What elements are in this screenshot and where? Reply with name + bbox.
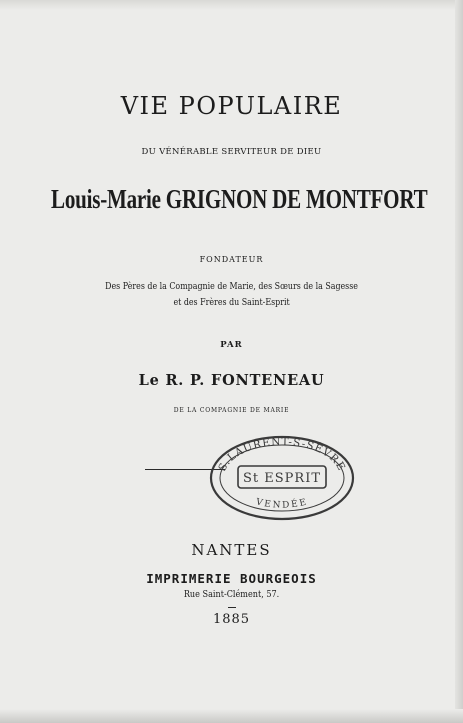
stamp-center-text: St ESPRIT — [243, 471, 321, 486]
stamp-top-text: S.LAURENT-S-SÈVRE — [216, 435, 348, 474]
subject-name: Louis-Marie GRIGNON DE MONTFORT — [51, 184, 428, 214]
library-stamp — [208, 433, 356, 523]
fondateur-label: FONDATEUR — [199, 255, 264, 264]
description-line-2: et des Frères du Saint-Esprit — [173, 297, 290, 308]
author-affiliation: DE LA COMPAGNIE DE MARIE — [173, 407, 290, 414]
book-title: VIE POPULAIRE — [120, 92, 343, 120]
par-label: PAR — [220, 340, 243, 350]
imprint-printer: IMPRIMERIE BOURGEOIS — [146, 571, 317, 586]
imprint-city: NANTES — [191, 541, 272, 559]
description-line-1: Des Pères de la Compagnie de Marie, des Sœurs de la Sagesse — [105, 281, 358, 292]
ornament-dash — [228, 607, 236, 608]
page-edge-top — [0, 0, 463, 10]
stamp-bottom-text: VENDÉE — [254, 497, 310, 511]
imprint-address: Rue Saint-Clément, 57. — [183, 590, 280, 600]
imprint-year: 1885 — [212, 612, 251, 627]
svg-text:S.LAURENT-S-SÈVRE — [216, 436, 347, 473]
book-subtitle: DU VÉNÉRABLE SERVITEUR DE DIEU — [141, 147, 322, 157]
page-edge-bottom — [0, 709, 463, 723]
svg-text:VENDÉE — [254, 497, 309, 511]
author-name: Le R. P. FONTENEAU — [138, 372, 325, 389]
